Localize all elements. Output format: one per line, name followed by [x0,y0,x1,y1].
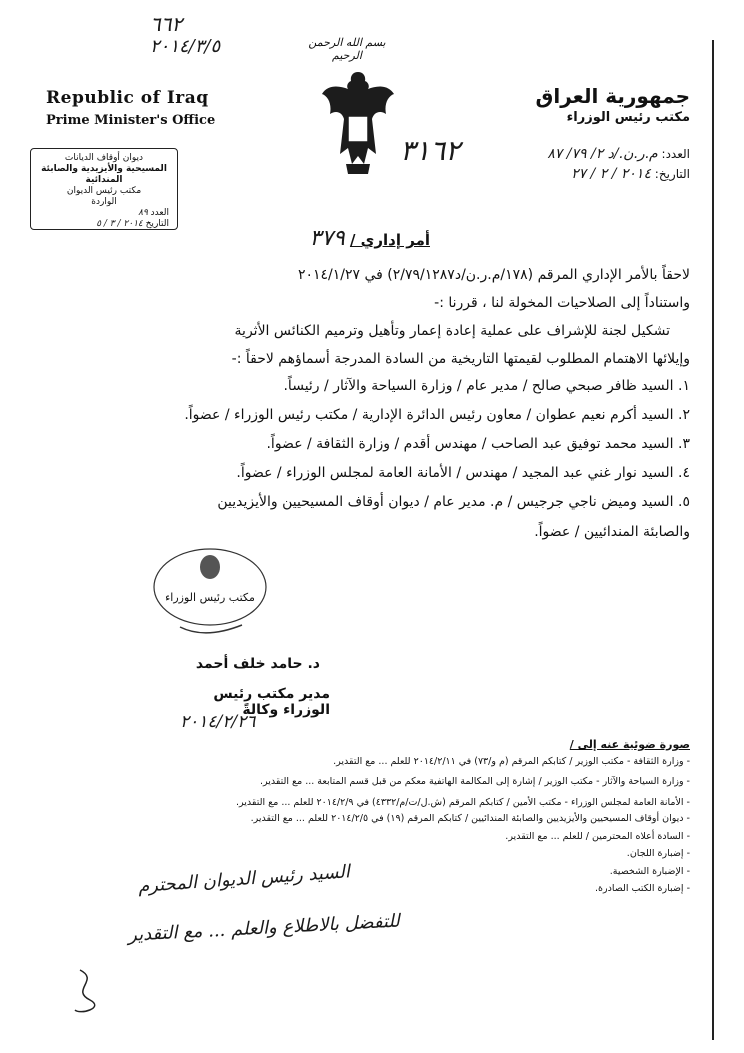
republic-title-ar: جمهورية العراق [535,84,690,108]
cc-item: - الإضبارة الشخصية. [609,866,690,877]
member-item: ٥. السيد وميض ناجي جرجيس / م. مدير عام / ديوان أوقاف المسيحيين والأيزيديين [217,494,690,510]
stamp-number-value: ٨٩ [138,208,148,218]
doc-date [420,166,690,182]
order-number: ٣٧٩ [309,226,345,251]
signatory-name: د. حامد خلف أحمد [195,656,320,672]
signatory-title: مدير مكتب رئيس الوزراء وكالةً [213,686,330,718]
cc-item: - إضبارة الكتب الصادرة. [595,883,690,894]
cc-item: - الأمانة العامة لمجلس الوزراء - مكتب الأمين / كتابكم المرقم (ش.ل/ت/م/٤٣٣٢) في ٢٠١٤/٢/٩ للعلم ... مع التقدير. [236,797,690,808]
doc-date-value: ٢٠١٤ / ٢ / ٢٧ [571,166,651,182]
doc-number-value: م.ر.ن./د ٢/ ٧٩/ ٨٧ [547,146,658,162]
cc-heading: صورة ضوئية عنه إلى / [569,738,690,751]
doc-number [420,146,690,162]
stamp-date-value: ٢٠١٤ / ٣ / ٥ [96,219,143,229]
cc-item: - وزارة السياحة والآثار - مكتب الوزير / إشارة إلى المكالمة الهاتفية معكم من قبل قسم المتابعة ... مع التقدير. [259,776,690,787]
incoming-stamp [30,148,178,230]
order-heading [250,226,430,251]
cc-item: - وزارة الثقافة - مكتب الوزير / كتابكم المرقم (م و/٧٣) في ٢٠١٤/٢/١١ للعلم ... مع التقدير. [333,756,690,767]
body-line-1: لاحقاً بالأمر الإداري المرقم (١٧٨/م.ر.ن/د٢/٧٩/١٢٨٧) في ٢٠١٤/١/٢٧ [297,267,690,283]
stamp-number-label: العدد [150,208,169,218]
member-item: ٤. السيد نوار غني عبد المجيد / مهندس / الأمانة العامة لمجلس الوزراء / عضواً. [236,465,690,481]
initials-scribble-icon [60,960,120,1020]
handwritten-number-top: ٦٦٢ [150,12,183,36]
member-item: ٢. السيد أكرم نعيم عطوان / معاون رئيس الدائرة الإدارية / مكتب رئيس الوزراء / عضواً. [184,407,690,423]
stamp-line3: مكتب رئيس الديوان [66,186,142,196]
stamp-line2: المسيحية والأيزيدية والصابئة المندائية [41,164,167,185]
stamp-date [31,219,177,230]
margin-line [712,40,714,1040]
order-title: أمر إداري / [349,231,430,249]
office-subtitle: Prime Minister's Office [46,113,216,128]
body-line-2: واستناداً إلى الصلاحيات المخولة لنا ، قررنا :- [434,295,690,311]
republic-title: Republic of Iraq [46,88,209,108]
stamp-date-label: التاريخ [145,219,169,229]
cc-item: - السادة أعلاه المحترمين / للعلم ... مع التقدير. [505,831,690,842]
office-seal [150,545,270,640]
body-line-4: وإيلائها الاهتمام المطلوب لقيمتها التاريخية من السادة المدرجة أسماؤهم لاحقاً :- [231,351,690,367]
handwritten-doc-number: ٣١٦٢ [400,134,461,167]
cc-item: - ديوان أوقاف المسيحيين والأيزيديين والصابئة المندائيين / كتابكم المرقم (١٩) في ٢٠١٤/٢/٥ للعلم ... مع التقدير. [250,813,690,824]
handwritten-note-1: السيد رئيس الديوان المحترم [137,861,351,898]
body-line-3: تشكيل لجنة للإشراف على عملية إعادة إعمار وتأهيل وترميم الكنائس الأثرية [234,323,670,339]
cc-item: - إضبارة اللجان. [626,848,690,859]
doc-number-label: العدد: [661,147,690,161]
stamp-line1: ديوان أوقاف الديانات [64,153,144,163]
member-item: والصابئة المندائيين / عضواً. [534,524,690,540]
doc-date-label: التاريخ: [654,167,690,181]
seal-text: مكتب رئيس الوزراء [165,591,255,604]
stamp-line4: الواردة [91,197,117,207]
member-item: ١. السيد ظافر صبحي صالح / مدير عام / وزارة السياحة والآثار / رئيساً. [283,378,690,394]
iraq-emblem-icon [318,64,398,184]
handwritten-date-top: ٢٠١٤/٣/٥ [150,36,221,57]
handwritten-note-2: للتفضل بالاطلاع والعلم ... مع التقدير [127,910,401,946]
basmala: بسم الله الرحمن الرحيم [308,36,386,62]
office-subtitle-ar: مكتب رئيس الوزراء [566,110,690,125]
member-item: ٣. السيد محمد توفيق عبد الصاحب / مهندس أقدم / وزارة الثقافة / عضواً. [266,436,690,452]
signature-date: ٢٠١٤/٢/٢٦ [180,712,256,732]
stamp-number [31,208,177,219]
